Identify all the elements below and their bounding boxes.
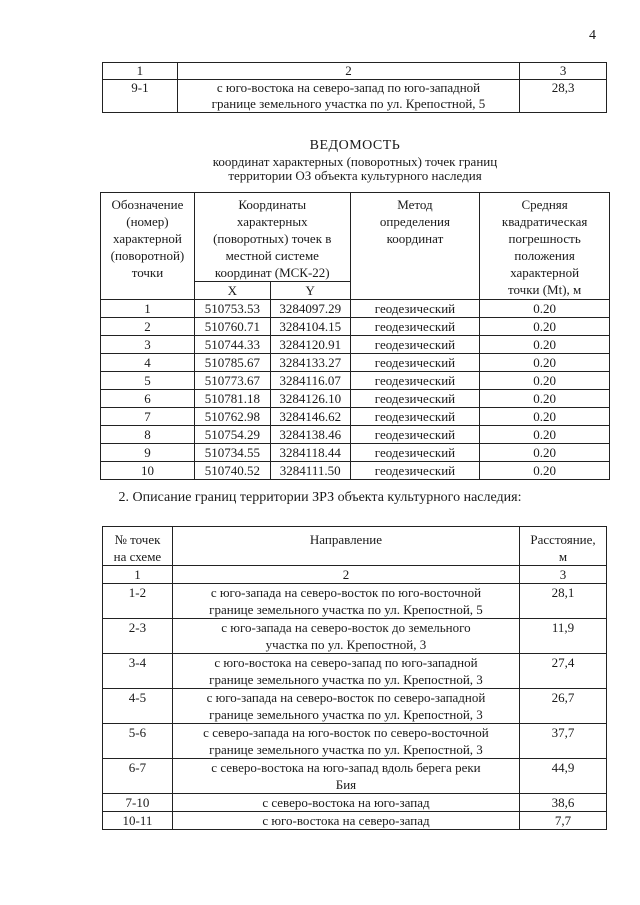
direction-line: границе земельного участка по ул. Крепостной, 3 (209, 672, 483, 687)
zrz-boundary-table (102, 526, 607, 830)
distance-cell: 28,3 (520, 80, 607, 113)
header-coordinates: Координаты характерных (поворотных) точек в местной системе координат (МСК-22) (194, 193, 350, 282)
method-cell: геодезический (350, 354, 480, 372)
table-row (103, 812, 607, 830)
distance-cell: 27,4 (520, 654, 607, 689)
error-cell: 0.20 (480, 300, 610, 318)
col-index-2: 2 (177, 63, 519, 80)
y-coordinate-cell: 3284111.50 (270, 462, 350, 480)
col-index-1: 1 (103, 63, 178, 80)
x-coordinate-cell: 510740.52 (194, 462, 270, 480)
direction-line: участка по ул. Крепостной, 3 (265, 637, 427, 652)
error-cell: 0.20 (480, 444, 610, 462)
table-row (103, 584, 607, 619)
table-row (101, 318, 610, 336)
error-cell: 0.20 (480, 372, 610, 390)
point-cell: 9-1 (103, 80, 178, 113)
points-cell: 5-6 (103, 724, 173, 759)
col-index-1: 1 (103, 566, 173, 584)
section-caption: 2. Описание границ территории ЗРЗ объекта культурного наследия: (118, 490, 522, 505)
header-points: № точек на схеме (103, 527, 173, 566)
point-number-cell: 2 (101, 318, 195, 336)
points-cell: 3-4 (103, 654, 173, 689)
point-number-cell: 6 (101, 390, 195, 408)
direction-line: с юго-запада на северо-восток по юго-восточной (210, 585, 482, 600)
x-coordinate-cell: 510744.33 (194, 336, 270, 354)
direction-line: с северо-востока на юго-запад (262, 795, 430, 810)
x-coordinate-cell: 510754.29 (194, 426, 270, 444)
x-coordinate-cell: 510734.55 (194, 444, 270, 462)
error-cell: 0.20 (480, 318, 610, 336)
x-coordinate-cell: 510773.67 (194, 372, 270, 390)
coordinates-table (100, 192, 610, 480)
table-row (103, 80, 607, 113)
page-number: 4 (589, 28, 596, 43)
error-cell: 0.20 (480, 390, 610, 408)
method-cell: геодезический (350, 372, 480, 390)
direction-cell (177, 80, 519, 113)
method-cell: геодезический (350, 336, 480, 354)
error-cell: 0.20 (480, 408, 610, 426)
table-row (101, 390, 610, 408)
points-cell: 7-10 (103, 794, 173, 812)
direction-line: с юго-запада на северо-восток по северо-западной (206, 690, 486, 705)
direction-line: с юго-востока на северо-запад по юго-западной (214, 655, 478, 670)
table-row (103, 794, 607, 812)
header-distance: Расстояние, м (520, 527, 607, 566)
table-row (103, 689, 607, 724)
method-cell: геодезический (350, 444, 480, 462)
x-coordinate-cell: 510760.71 (194, 318, 270, 336)
method-cell: геодезический (350, 408, 480, 426)
header-method: Метод определения координат (350, 193, 480, 300)
continuation-table (102, 62, 607, 113)
table-header-row (103, 527, 607, 566)
direction-line: границе земельного участка по ул. Крепостной, 5 (209, 602, 483, 617)
distance-cell: 7,7 (520, 812, 607, 830)
direction-cell (172, 759, 519, 794)
direction-cell (172, 619, 519, 654)
direction-line: с юго-востока на северо-запад (262, 813, 430, 828)
table-row (103, 724, 607, 759)
direction-line: с северо-востока на юго-запад вдоль берега реки (211, 760, 481, 775)
table-row (101, 300, 610, 318)
point-number-cell: 1 (101, 300, 195, 318)
sheet-subtitle: территории ОЗ объекта культурного наследия (228, 168, 482, 183)
points-cell: 1-2 (103, 584, 173, 619)
header-x: X (194, 282, 270, 300)
points-cell: 2-3 (103, 619, 173, 654)
direction-line: границе земельного участка по ул. Крепостной, 3 (209, 742, 483, 757)
error-cell: 0.20 (480, 426, 610, 444)
table-row (103, 619, 607, 654)
point-number-cell: 3 (101, 336, 195, 354)
direction-cell (172, 812, 519, 830)
y-coordinate-cell: 3284133.27 (270, 354, 350, 372)
header-direction: Направление (172, 527, 519, 566)
points-cell: 10-11 (103, 812, 173, 830)
distance-cell: 28,1 (520, 584, 607, 619)
direction-cell (172, 794, 519, 812)
y-coordinate-cell: 3284126.10 (270, 390, 350, 408)
distance-cell: 26,7 (520, 689, 607, 724)
direction-cell (172, 689, 519, 724)
col-index-3: 3 (520, 566, 607, 584)
method-cell: геодезический (350, 318, 480, 336)
error-cell: 0.20 (480, 336, 610, 354)
direction-line: Бия (335, 777, 357, 792)
table-row (101, 336, 610, 354)
point-number-cell: 9 (101, 444, 195, 462)
x-coordinate-cell: 510762.98 (194, 408, 270, 426)
table-row (103, 759, 607, 794)
col-index-3: 3 (520, 63, 607, 80)
col-index-2: 2 (172, 566, 519, 584)
header-error: Средняя квадратическая погрешность положения характерной точки (Mt), м (480, 193, 610, 300)
x-coordinate-cell: 510781.18 (194, 390, 270, 408)
method-cell: геодезический (350, 300, 480, 318)
table-row (101, 426, 610, 444)
sheet-title: ВЕДОМОСТЬ (309, 138, 401, 153)
y-coordinate-cell: 3284104.15 (270, 318, 350, 336)
method-cell: геодезический (350, 390, 480, 408)
x-coordinate-cell: 510753.53 (194, 300, 270, 318)
points-cell: 6-7 (103, 759, 173, 794)
direction-line: с северо-запада на юго-восток по северо-восточной (203, 725, 489, 740)
points-cell: 4-5 (103, 689, 173, 724)
table-header-row (103, 63, 607, 80)
point-number-cell: 4 (101, 354, 195, 372)
direction-cell (172, 724, 519, 759)
table-header-row (101, 193, 610, 282)
table-row (101, 372, 610, 390)
distance-cell: 44,9 (520, 759, 607, 794)
sheet-subtitle: координат характерных (поворотных) точек границ (212, 154, 498, 169)
table-row (101, 408, 610, 426)
point-number-cell: 8 (101, 426, 195, 444)
table-row (101, 462, 610, 480)
point-number-cell: 5 (101, 372, 195, 390)
header-point-id: Обозначение (номер) характерной (поворотной) точки (101, 193, 195, 300)
error-cell: 0.20 (480, 354, 610, 372)
y-coordinate-cell: 3284097.29 (270, 300, 350, 318)
table-row (101, 444, 610, 462)
y-coordinate-cell: 3284118.44 (270, 444, 350, 462)
direction-line: границе земельного участка по ул. Крепостной, 3 (209, 707, 483, 722)
y-coordinate-cell: 3284120.91 (270, 336, 350, 354)
y-coordinate-cell: 3284146.62 (270, 408, 350, 426)
direction-line: с юго-востока на северо-запад по юго-западной (216, 80, 481, 95)
method-cell: геодезический (350, 462, 480, 480)
y-coordinate-cell: 3284116.07 (270, 372, 350, 390)
error-cell: 0.20 (480, 462, 610, 480)
distance-cell: 38,6 (520, 794, 607, 812)
table-index-row (103, 566, 607, 584)
table-row (103, 654, 607, 689)
distance-cell: 11,9 (520, 619, 607, 654)
point-number-cell: 7 (101, 408, 195, 426)
header-y: Y (270, 282, 350, 300)
direction-cell (172, 584, 519, 619)
x-coordinate-cell: 510785.67 (194, 354, 270, 372)
direction-line: с юго-запада на северо-восток до земельного (221, 620, 471, 635)
direction-cell (172, 654, 519, 689)
table-row (101, 354, 610, 372)
point-number-cell: 10 (101, 462, 195, 480)
y-coordinate-cell: 3284138.46 (270, 426, 350, 444)
distance-cell: 37,7 (520, 724, 607, 759)
method-cell: геодезический (350, 426, 480, 444)
direction-line: границе земельного участка по ул. Крепостной, 5 (211, 96, 486, 111)
